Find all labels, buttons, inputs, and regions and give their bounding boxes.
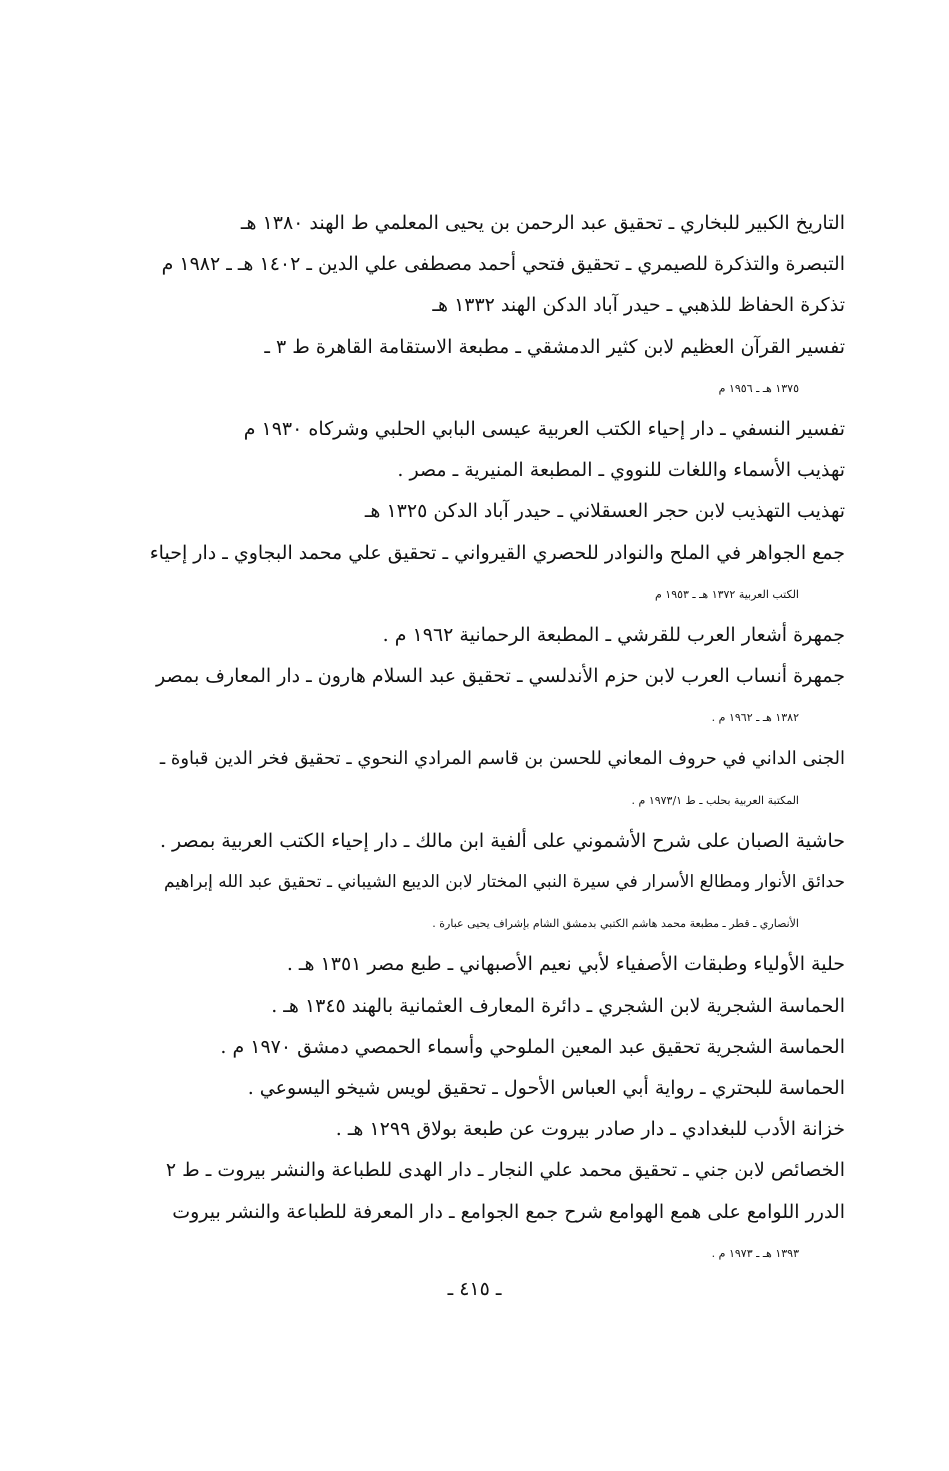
bibliography-entry: [145, 1027, 845, 1068]
bibliography-entry: [145, 450, 845, 491]
bibliography-entry: [145, 944, 845, 985]
entry-line: جمهرة أنساب العرب لابن حزم الأندلسي ـ تحقيق عبد السلام هارون ـ دار المعارف بمصر: [156, 665, 845, 688]
entry-line: الجنى الداني في حروف المعاني للحسن بن قاسم المرادي النحوي ـ تحقيق فخر الدين قباوة ـ: [159, 748, 845, 770]
entry-line: التبصرة والتذكرة للصيمري ـ تحقيق فتحي أحمد مصطفى علي الدين ـ ١٤٠٢ هـ ـ ١٩٨٢ م: [161, 253, 845, 276]
bibliography-entry: [145, 656, 845, 738]
bibliography-entry: [145, 986, 845, 1027]
entry-line: الخصائص لابن جني ـ تحقيق محمد علي النجار ـ دار الهدى للطباعة والنشر بيروت ـ ط ٢: [165, 1159, 845, 1182]
entry-line: الدرر اللوامع على همع الهوامع شرح جمع الجوامع ـ دار المعرفة للطباعة والنشر بيروت: [172, 1200, 845, 1223]
entry-line: خزانة الأدب للبغدادي ـ دار صادر بيروت عن طبعة بولاق ١٢٩٩ هـ .: [335, 1118, 845, 1141]
bibliography-entry: [145, 533, 845, 615]
entry-continuation-line: ١٣٧٥ هـ ـ ١٩٥٦ م: [718, 381, 799, 395]
entry-continuation-line: ١٣٩٣ هـ ـ ١٩٧٣ م .: [711, 1246, 799, 1260]
bibliography-entry: [145, 203, 845, 244]
bibliography-entry: [145, 409, 845, 450]
entry-line: التاريخ الكبير للبخاري ـ تحقيق عبد الرحمن بن يحيى المعلمي ط الهند ١٣٨٠ هـ: [240, 212, 845, 234]
entry-line: تفسير النسفي ـ دار إحياء الكتب العربية عيسى البابي الحلبي وشركاه ١٩٣٠ م: [243, 417, 845, 440]
page-number: ـ ٤١٥ ـ: [447, 1278, 502, 1300]
entry-line: جمع الجواهر في الملح والنوادر للحصري القيرواني ـ تحقيق علي محمد البجاوي ـ دار إحياء: [149, 541, 845, 564]
entry-line: الحماسة الشجرية تحقيق عبد المعين الملوحي وأسماء الحمصي دمشق ١٩٧٠ م .: [220, 1035, 845, 1058]
entry-continuation-line: الكتب العربية ١٣٧٢ هـ ـ ١٩٥٣ م: [654, 587, 799, 601]
entry-continuation-line: ١٣٨٢ هـ ـ ١٩٦٢ م .: [711, 711, 799, 725]
entry-line: تهذيب التهذيب لابن حجر العسقلاني ـ حيدر آباد الدكن ١٣٢٥ هـ: [364, 500, 845, 523]
bibliography-entry: [145, 1109, 845, 1150]
entry-line: تذكرة الحفاظ للذهبي ـ حيدر آباد الدكن الهند ١٣٣٢ هـ: [432, 294, 845, 317]
entry-line: الحماسة للبحتري ـ رواية أبي العباس الأحول ـ تحقيق لويس شيخو اليسوعي .: [247, 1076, 845, 1099]
bibliography-entry: [145, 244, 845, 285]
bibliography-entry: [145, 1150, 845, 1191]
entry-continuation-line: المكتبة العربية بحلب ـ ط ١٩٧٣/١ م .: [631, 793, 799, 807]
bibliography-entry: [145, 491, 845, 532]
entry-line: الحماسة الشجرية لابن الشجري ـ دائرة المعارف العثمانية بالهند ١٣٤٥ هـ .: [271, 994, 845, 1017]
bibliography-entry: [145, 1192, 845, 1274]
bibliography-entry: [145, 738, 845, 820]
bibliography-list: [145, 203, 845, 1274]
entry-line: حاشية الصبان على شرح الأشموني على ألفية ابن مالك ـ دار إحياء الكتب العربية بمصر .: [159, 829, 845, 852]
bibliography-entry: [145, 285, 845, 326]
entry-line: تهذيب الأسماء واللغات للنووي ـ المطبعة المنيرية ـ مصر .: [397, 459, 845, 482]
bibliography-entry: [145, 615, 845, 656]
entry-line: جمهرة أشعار العرب للقرشي ـ المطبعة الرحمانية ١٩٦٢ م .: [382, 623, 845, 646]
bibliography-entry: [145, 862, 845, 944]
bibliography-entry: [145, 327, 845, 409]
entry-continuation-line: الأنصاري ـ قطر ـ مطبعة محمد هاشم الكتبي بدمشق الشام بإشراف يحيى عبارة .: [432, 917, 799, 931]
bibliography-entry: [145, 1068, 845, 1109]
entry-line: تفسير القرآن العظيم لابن كثير الدمشقي ـ مطبعة الاستقامة القاهرة ط ٣ ـ: [264, 335, 845, 358]
entry-line: حدائق الأنوار ومطالع الأسرار في سيرة النبي المختار لابن الديبع الشيباني ـ تحقيق عبد الله إبراهيم: [163, 872, 845, 892]
bibliography-entry: [145, 821, 845, 862]
entry-line: حلية الأولياء وطبقات الأصفياء لأبي نعيم الأصبهاني ـ طبع مصر ١٣٥١ هـ .: [286, 953, 845, 976]
